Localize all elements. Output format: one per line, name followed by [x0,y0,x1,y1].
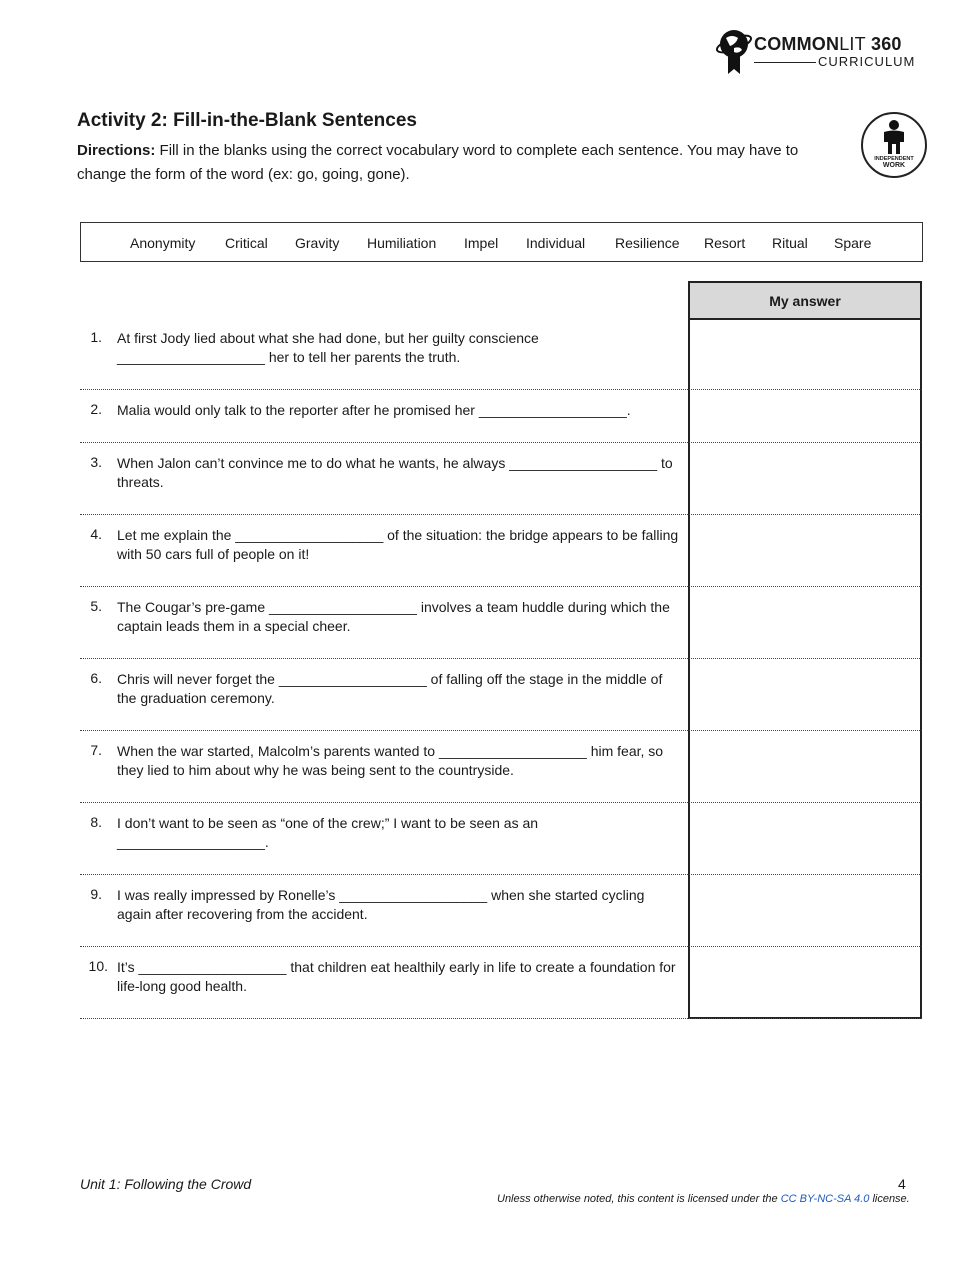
question-text: The Cougar’s pre-game ___________________ involves a team huddle during which the captain leads them in a special cheer. [117,599,670,634]
answer-cell[interactable] [690,516,920,585]
word-bank-item: Ritual [772,235,808,251]
row-divider [80,946,922,947]
directions-text: Fill in the blanks using the correct vocabulary word to complete each sentence. You may have to change the form of the word (ex: go, going, gone). [77,142,799,183]
question-number: 10. [88,958,108,974]
license-text-end: license. [872,1193,910,1205]
word-bank [80,222,923,262]
word-bank-item: Impel [464,235,499,251]
word-bank-item: Resort [704,235,746,251]
question-text: I was really impressed by Ronelle’s ___________________ when she started cycling again after recovering from the accident. [117,887,645,922]
row-divider [80,658,922,659]
row-divider [80,514,922,515]
question-number: 7. [90,742,102,758]
question-number: 2. [90,401,102,417]
word-bank-item: Critical [225,235,268,251]
question-text: Malia would only talk to the reporter after he promised her ___________________. [117,402,631,418]
logo-rule [754,62,816,63]
commonlit-logo [714,26,924,78]
row-divider [80,802,922,803]
row-divider [80,586,922,587]
word-bank-item: Resilience [615,235,680,251]
question-text: I don’t want to be seen as “one of the crew;” I want to be seen as an ___________________. [117,815,539,850]
directions [77,139,807,187]
question-number: 5. [90,598,102,614]
license-link[interactable]: CC BY-NC-SA 4.0 [780,1193,870,1205]
license-note [497,1193,910,1205]
row-divider [80,1018,922,1019]
answer-cell[interactable] [690,876,920,945]
row-divider [80,442,922,443]
question-text: At first Jody lied about what she had done, but her guilty conscience ___________________ her to tell her parents the truth. [117,330,539,365]
question-number: 8. [90,814,102,830]
word-bank-item: Anonymity [130,235,196,251]
answer-cell[interactable] [690,660,920,729]
word-bank-item: Gravity [295,235,340,251]
answer-cell[interactable] [690,391,920,441]
word-bank-item: Humiliation [367,235,437,251]
answer-cell[interactable] [690,804,920,873]
row-divider [80,874,922,875]
answer-column-header: My answer [688,281,922,320]
logo-wordmark: COMMONLIT 360 [754,34,902,54]
globe-ribbon-icon [714,26,754,76]
question-text: Let me explain the ___________________ of the situation: the bridge appears to be falling with 50 cars full of people on it! [117,527,679,562]
question-number: 9. [90,886,102,902]
answer-cell[interactable] [690,588,920,657]
logo-subtitle: CURRICULUM [818,54,916,69]
question-number: 6. [90,670,102,686]
page-number: 4 [898,1176,906,1192]
activity-title: Activity 2: Fill-in-the-Blank Sentences [77,110,417,131]
question-number: 4. [90,526,102,542]
answer-cell[interactable] [690,444,920,513]
answer-cell[interactable] [690,732,920,801]
directions-label: Directions: [77,142,156,159]
independent-work-badge [861,112,927,178]
row-divider [80,730,922,731]
word-bank-item: Individual [526,235,586,251]
unit-title: Unit 1: Following the Crowd [80,1176,252,1192]
badge-line-1: INDEPENDENT [874,156,914,162]
answer-cell[interactable] [690,948,920,1017]
question-number: 3. [90,454,102,470]
question-text: Chris will never forget the ___________________ of falling off the stage in the middle of the graduation ceremony. [117,671,663,706]
word-bank-item: Spare [834,235,872,251]
row-divider [80,389,922,390]
question-text: It’s ___________________ that children eat healthily early in life to create a foundation for life-long good health. [117,959,676,994]
question-number: 1. [90,329,102,345]
person-icon [878,120,910,154]
badge-line-2: WORK [882,162,906,169]
question-text: When the war started, Malcolm’s parents wanted to ___________________ him fear, so they lied to him about why he was being sent to the countryside. [117,743,664,778]
answer-cell[interactable] [690,321,920,389]
question-text: When Jalon can’t convince me to do what he wants, he always ___________________ to threats. [117,455,673,490]
license-text: Unless otherwise noted, this content is licensed under the [497,1193,778,1205]
